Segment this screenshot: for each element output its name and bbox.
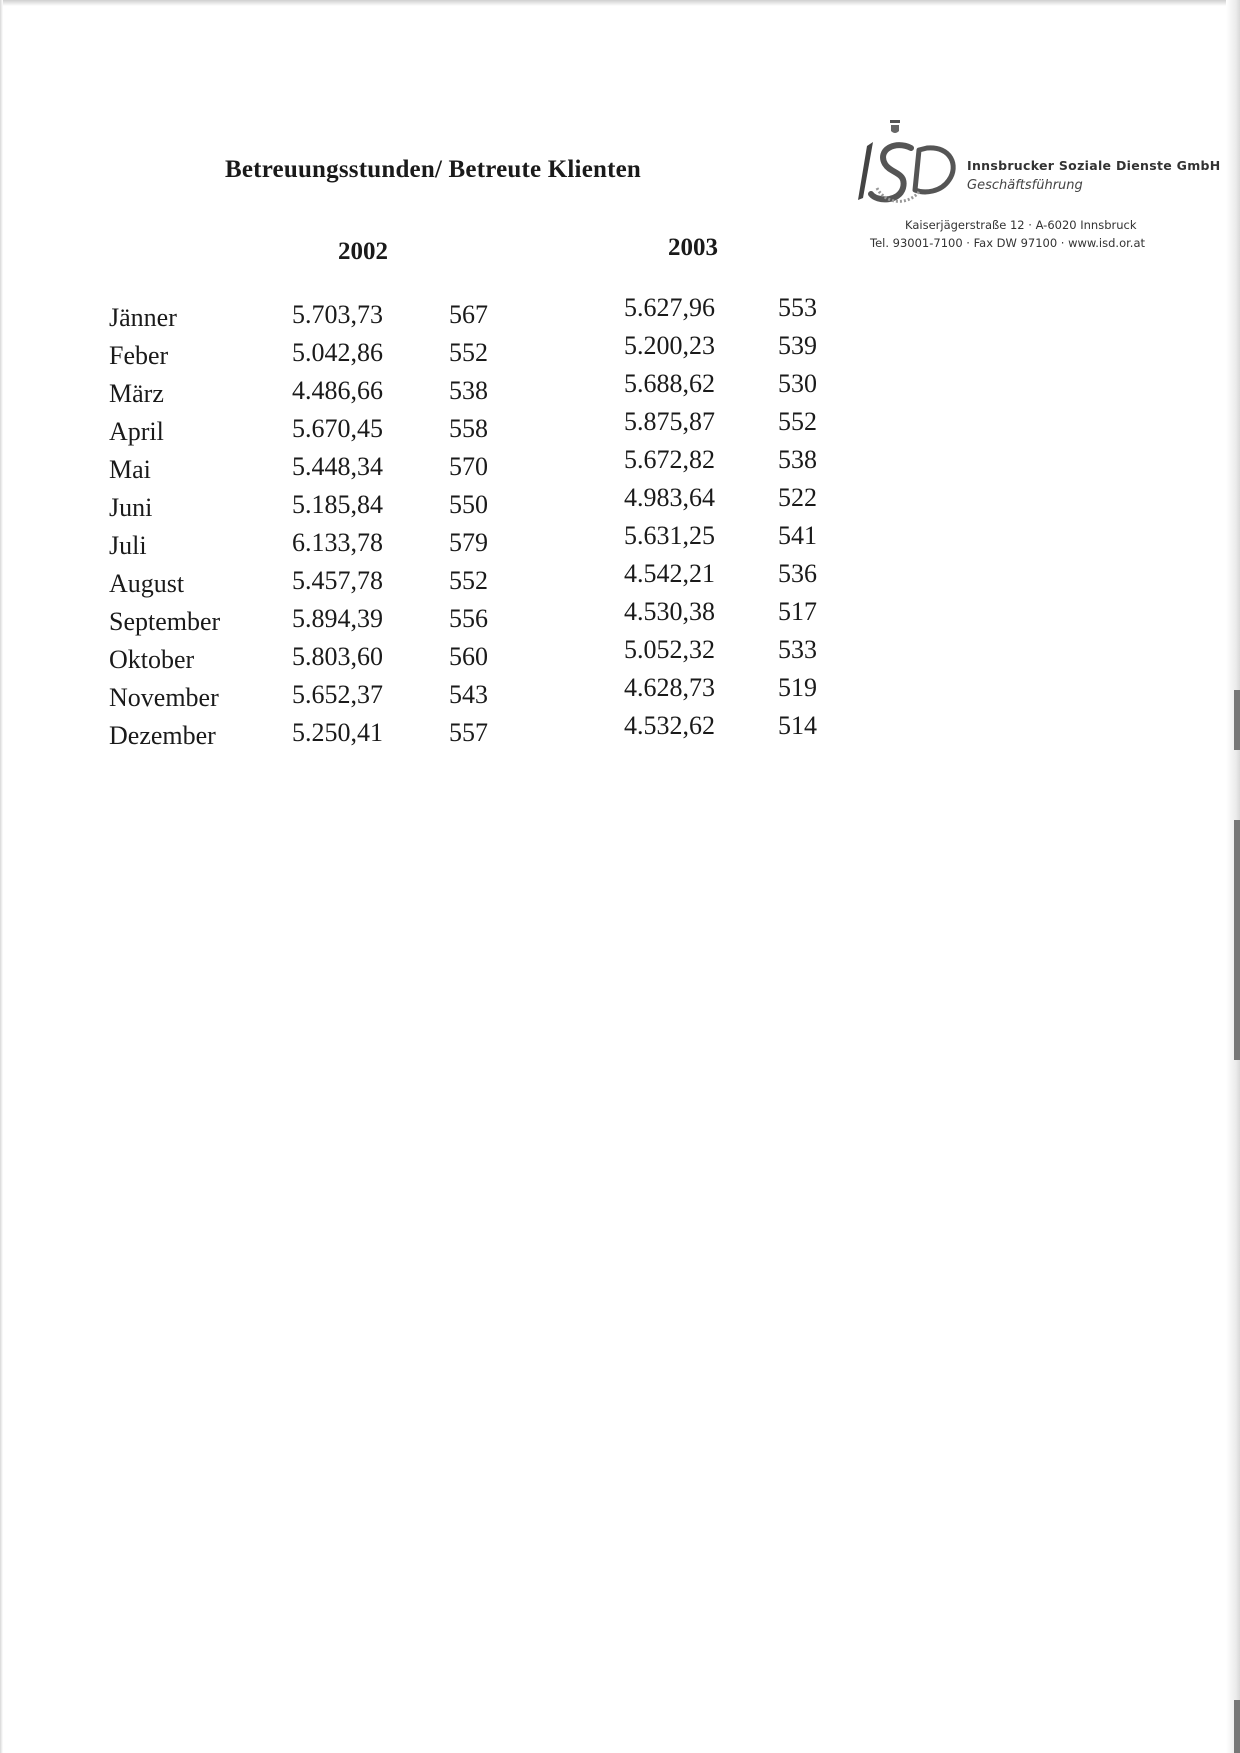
month-cell: August bbox=[109, 569, 185, 598]
clients-2003-cell: 514 bbox=[778, 711, 817, 740]
clients-2003-cell: 533 bbox=[778, 635, 817, 664]
month-cell: September bbox=[109, 607, 221, 636]
hours-2003-cell: 5.875,87 bbox=[624, 407, 715, 436]
hours-2002-cell: 5.448,34 bbox=[292, 452, 383, 481]
hours-2002-cell: 5.250,41 bbox=[292, 718, 383, 747]
month-cell: Juni bbox=[109, 493, 153, 522]
hours-2002-cell: 5.457,78 bbox=[292, 566, 383, 595]
hours-2003-cell: 5.200,23 bbox=[624, 331, 715, 360]
month-cell: März bbox=[109, 379, 164, 408]
hours-2002-cell: 5.703,73 bbox=[292, 300, 383, 329]
hours-2003-cell: 5.672,82 bbox=[624, 445, 715, 474]
clients-2003-cell: 552 bbox=[778, 407, 817, 436]
organization-department: Geschäftsführung bbox=[967, 178, 1083, 193]
hours-2002-cell: 5.894,39 bbox=[292, 604, 383, 633]
month-cell: November bbox=[109, 683, 219, 712]
clients-2002-cell: 579 bbox=[449, 528, 488, 557]
clients-2002-cell: 552 bbox=[449, 566, 488, 595]
scan-mark bbox=[1234, 1700, 1240, 1753]
clients-2002-cell: 558 bbox=[449, 414, 488, 443]
hours-2003-cell: 4.628,73 bbox=[624, 673, 715, 702]
hours-2002-cell: 5.042,86 bbox=[292, 338, 383, 367]
organization-address: Kaiserjägerstraße 12 · A-6020 Innsbruck bbox=[905, 218, 1137, 232]
clients-2003-cell: 530 bbox=[778, 369, 817, 398]
month-cell: Jänner bbox=[109, 303, 177, 332]
clients-2002-cell: 560 bbox=[449, 642, 488, 671]
clients-2003-cell: 519 bbox=[778, 673, 817, 702]
scan-mark bbox=[1234, 820, 1240, 1060]
month-cell: Feber bbox=[109, 341, 169, 370]
month-cell: April bbox=[109, 417, 164, 446]
month-cell: Mai bbox=[109, 455, 151, 484]
clients-2002-cell: 550 bbox=[449, 490, 488, 519]
clients-2003-cell: 539 bbox=[778, 331, 817, 360]
clients-2002-cell: 567 bbox=[449, 300, 488, 329]
statistics-table bbox=[0, 0, 1240, 800]
hours-2002-cell: 6.133,78 bbox=[292, 528, 383, 557]
hours-2003-cell: 4.542,21 bbox=[624, 559, 715, 588]
clients-2002-cell: 570 bbox=[449, 452, 488, 481]
year-header-2003: 2003 bbox=[668, 234, 718, 261]
document-title: Betreuungsstunden/ Betreute Klienten bbox=[225, 156, 642, 183]
year-header-2002: 2002 bbox=[338, 238, 388, 265]
clients-2003-cell: 517 bbox=[778, 597, 817, 626]
hours-2002-cell: 5.670,45 bbox=[292, 414, 383, 443]
clients-2002-cell: 538 bbox=[449, 376, 488, 405]
hours-2003-cell: 5.631,25 bbox=[624, 521, 715, 550]
hours-2003-cell: 5.688,62 bbox=[624, 369, 715, 398]
hours-2003-cell: 4.983,64 bbox=[624, 483, 715, 512]
clients-2003-cell: 541 bbox=[778, 521, 817, 550]
month-cell: Dezember bbox=[109, 721, 216, 750]
hours-2003-cell: 4.530,38 bbox=[624, 597, 715, 626]
hours-2003-cell: 4.532,62 bbox=[624, 711, 715, 740]
clients-2002-cell: 557 bbox=[449, 718, 488, 747]
clients-2002-cell: 556 bbox=[449, 604, 488, 633]
hours-2002-cell: 5.803,60 bbox=[292, 642, 383, 671]
organization-contact: Tel. 93001-7100 · Fax DW 97100 · www.isd.or.at bbox=[870, 236, 1145, 250]
clients-2002-cell: 543 bbox=[449, 680, 488, 709]
month-cell: Oktober bbox=[109, 645, 195, 674]
hours-2002-cell: 5.185,84 bbox=[292, 490, 383, 519]
clients-2003-cell: 538 bbox=[778, 445, 817, 474]
hours-2003-cell: 5.627,96 bbox=[624, 293, 715, 322]
hours-2002-cell: 4.486,66 bbox=[292, 376, 383, 405]
hours-2003-cell: 5.052,32 bbox=[624, 635, 715, 664]
hours-2002-cell: 5.652,37 bbox=[292, 680, 383, 709]
clients-2003-cell: 536 bbox=[778, 559, 817, 588]
clients-2003-cell: 522 bbox=[778, 483, 817, 512]
month-cell: Juli bbox=[109, 531, 147, 560]
clients-2003-cell: 553 bbox=[778, 293, 817, 322]
organization-name: Innsbrucker Soziale Dienste GmbH bbox=[967, 158, 1221, 173]
clients-2002-cell: 552 bbox=[449, 338, 488, 367]
